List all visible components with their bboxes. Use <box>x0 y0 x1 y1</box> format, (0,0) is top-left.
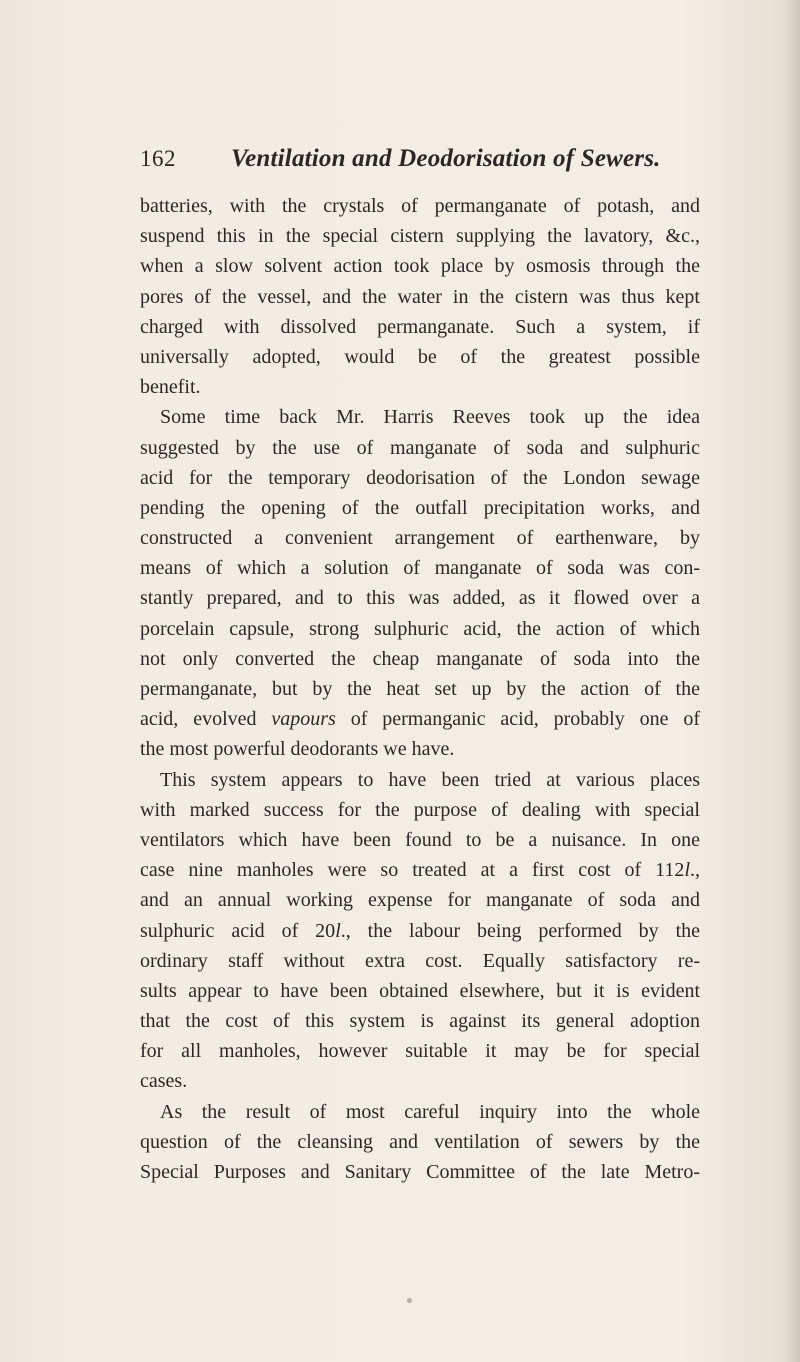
text-line: Some time back Mr. Harris Reeves took up the idea <box>160 406 700 429</box>
text-line-with-italic <box>140 704 700 734</box>
text-line: ordinary staff without extra cost. Equally satisfactory re- <box>140 949 700 972</box>
text-line: suspend this in the special cistern supplying the lavatory, &c., <box>140 225 700 248</box>
text-line: benefit. <box>140 376 201 399</box>
text-line: stantly prepared, and to this was added, as it flowed over a <box>140 587 700 610</box>
text-line: cases. <box>140 1070 188 1093</box>
text-line: question of the cleansing and ventilation of sewers by the <box>140 1130 700 1153</box>
text-segment: ., <box>690 859 700 882</box>
currency-unit: l <box>684 859 690 882</box>
paragraph-4 <box>140 1097 700 1188</box>
text-line: batteries, with the crystals of permanganate of potash, and <box>140 195 700 217</box>
text-line: charged with dissolved permanganate. Such a system, if <box>140 315 700 338</box>
paragraph-1 <box>140 191 700 402</box>
running-header <box>140 140 700 180</box>
text-line: and an annual working expense for manganate of soda and <box>140 889 700 912</box>
text-line: pending the opening of the outfall precipitation works, and <box>140 496 700 519</box>
text-line-with-currency <box>140 916 700 946</box>
text-segment: of permanganic acid, probably one of <box>335 708 700 731</box>
currency-unit: l <box>335 919 341 942</box>
text-segment: ., the labour being performed by the <box>340 919 700 942</box>
text-line: This system appears to have been tried at various places <box>160 768 700 791</box>
text-line: Special Purposes and Sanitary Committee of the late Metro- <box>140 1161 700 1183</box>
text-segment: sulphuric acid of 20 <box>140 919 336 942</box>
text-line: permanganate, but by the heat set up by the action of the <box>140 678 700 700</box>
page-number: 162 <box>140 146 176 171</box>
text-line: suggested by the use of manganate of soda and sulphuric <box>140 436 700 459</box>
text-line: sults appear to have been obtained elsewhere, but it is evident <box>140 979 700 1002</box>
paragraph-2 <box>140 402 700 764</box>
text-line: means of which a solution of manganate of soda was con- <box>140 557 700 580</box>
text-line: pores of the vessel, and the water in the cistern was thus kept <box>140 285 700 308</box>
text-line: that the cost of this system is against its general adoption <box>140 1010 700 1033</box>
text-segment: case nine manholes were so treated at a first cost of 112 <box>140 859 685 882</box>
text-line: with marked success for the purpose of dealing with special <box>140 798 700 821</box>
text-line: the most powerful deodorants we have. <box>140 738 455 761</box>
paragraph-3 <box>140 765 700 1097</box>
text-line: ventilators which have been found to be a nuisance. In one <box>140 828 700 851</box>
page-edge-shadow <box>786 0 800 1362</box>
text-line: not only converted the cheap manganate of soda into the <box>140 647 700 670</box>
italic-word: vapours <box>271 708 336 731</box>
text-line: for all manholes, however suitable it may be for special <box>140 1040 700 1063</box>
text-line: As the result of most careful inquiry into the whole <box>160 1100 700 1123</box>
running-title: Ventilation and Deodorisation of Sewers. <box>231 145 661 172</box>
text-line: acid for the temporary deodorisation of the London sewage <box>140 466 700 489</box>
text-line: porcelain capsule, strong sulphuric acid, the action of which <box>140 617 700 640</box>
text-line: constructed a convenient arrangement of earthenware, by <box>140 527 700 550</box>
text-line-with-currency <box>140 855 700 885</box>
body-text <box>140 191 700 1187</box>
text-line: when a slow solvent action took place by osmosis through the <box>140 255 700 278</box>
text-segment: acid, evolved <box>140 708 272 731</box>
text-line: universally adopted, would be of the greatest possible <box>140 345 700 368</box>
ink-speck <box>407 1298 412 1303</box>
